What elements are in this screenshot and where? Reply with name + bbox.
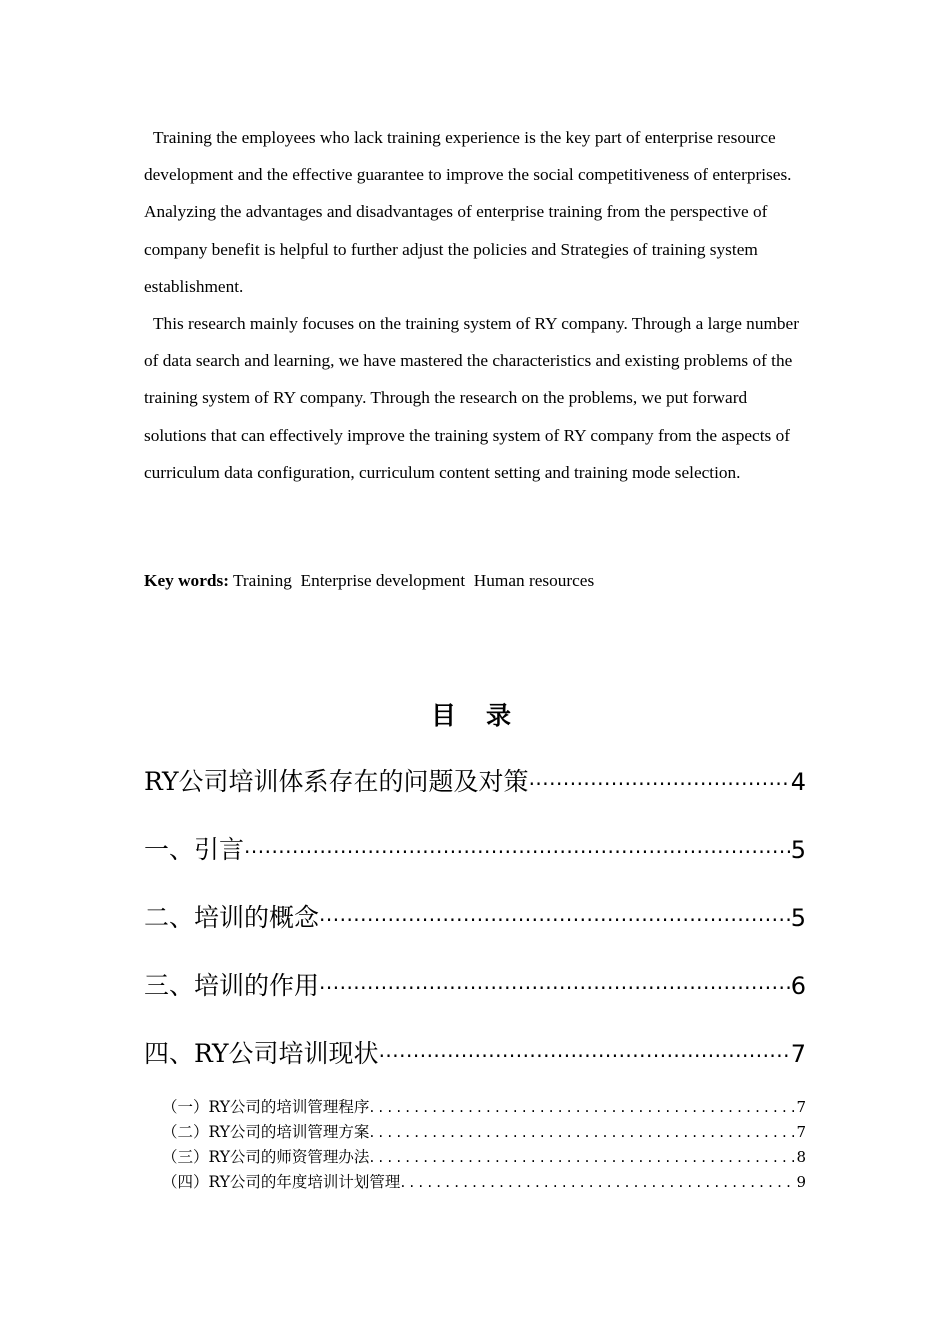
toc-leader-dots: [369, 1145, 796, 1169]
toc-subentry-text: （二）RY公司的培训管理方案: [162, 1123, 370, 1141]
keywords-terms: Training Enterprise development Human resources: [232, 571, 595, 590]
toc-page-number: 8: [796, 1148, 806, 1166]
toc-page-number: 9: [796, 1173, 806, 1191]
toc-entry[interactable]: [144, 1028, 806, 1074]
toc-entry[interactable]: [144, 824, 806, 870]
toc-entry-text: 一、引言: [144, 835, 245, 864]
toc-leader-dots: [369, 1095, 796, 1119]
toc-page-number: 7: [790, 1040, 806, 1068]
toc-leader-dots: [529, 758, 791, 798]
toc-leader-dots: [244, 826, 791, 866]
toc-leader-dots: [319, 962, 791, 1002]
toc-page-number: 7: [796, 1123, 806, 1141]
toc-subentry[interactable]: [162, 1120, 806, 1144]
toc-entry[interactable]: [144, 960, 806, 1006]
toc-leader-dots: [379, 1030, 791, 1070]
abstract-paragraph-2: This research mainly focuses on the training system of RY company. Through a large number of data search and learning, we have mastered the characteristics and existing problems of the training system of RY company. Through the research on the problems, we put forward solutions that can effectively improve the training system of RY company from the aspects of curriculum data configuration, curriculum content setting and training mode selection.: [144, 314, 799, 482]
toc-subentry[interactable]: [162, 1170, 806, 1194]
toc-subentry[interactable]: [162, 1145, 806, 1169]
abstract-paragraph-1: Training the employees who lack training experience is the key part of enterprise resource development and the effective guarantee to improve the social competitiveness of enterprises. Analyzing the advantages and disadvantages of enterprise training from the perspective of company benefit is helpful to further adjust the policies and Strategies of training system establishment.: [144, 128, 792, 296]
english-abstract: [144, 119, 810, 491]
toc-page-number: 7: [796, 1098, 806, 1116]
toc-entry-text: RY公司培训体系存在的问题及对策: [144, 767, 529, 796]
toc-subentry[interactable]: [162, 1095, 806, 1119]
toc-leader-dots: [400, 1170, 796, 1194]
toc-title: 目录: [430, 701, 541, 730]
toc-entry-text: 二、培训的概念: [144, 903, 320, 932]
toc-page-number: 4: [790, 768, 806, 796]
keywords-label: Key words:: [144, 571, 229, 590]
keywords-line: [144, 565, 594, 597]
toc-entry[interactable]: [144, 756, 806, 802]
toc-entry-text: 四、RY公司培训现状: [144, 1039, 379, 1068]
toc-page-number: 6: [790, 972, 806, 1000]
toc-entry-text: 三、培训的作用: [144, 971, 320, 1000]
toc-subentry-text: （四）RY公司的年度培训计划管理: [162, 1173, 401, 1191]
toc-subentry-text: （三）RY公司的师资管理办法: [162, 1148, 370, 1166]
toc-leader-dots: [369, 1120, 796, 1144]
toc-subentry-text: （一）RY公司的培训管理程序: [162, 1098, 370, 1116]
toc-entry[interactable]: [144, 892, 806, 938]
toc-page-number: 5: [790, 904, 806, 932]
toc-leader-dots: [319, 894, 791, 934]
toc-page-number: 5: [790, 836, 806, 864]
